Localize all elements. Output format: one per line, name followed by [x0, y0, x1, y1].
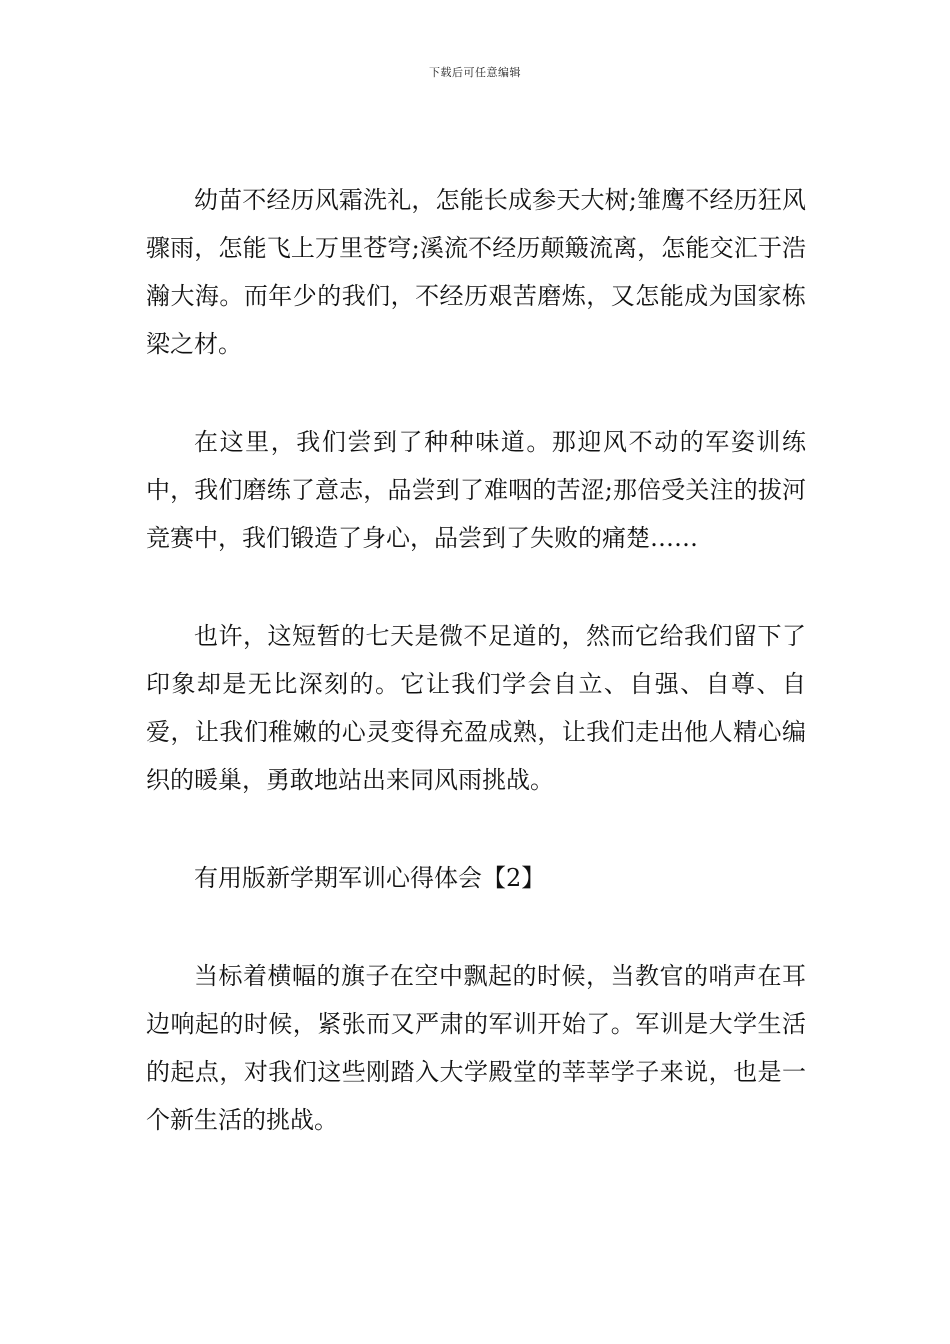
section-title: 有用版新学期军训心得体会【2】 [194, 864, 546, 892]
paragraph-1: 幼苗不经历风霜洗礼，怎能长成参天大树;雏鹰不经历狂风骤雨，怎能飞上万里苍穹;溪流不经历颠簸流离，怎能交汇于浩瀚大海。而年少的我们，不经历艰苦磨炼，又怎能成为国家栋梁之材。 [146, 186, 806, 358]
paragraph-4: 当标着横幅的旗子在空中飘起的时候，当教官的哨声在耳边响起的时候，紧张而又严肃的军训开始了。军训是大学生活的起点，对我们这些刚踏入大学殿堂的莘莘学子来说，也是一个新生活的挑战。 [146, 962, 806, 1134]
page-header-note: 下载后可任意编辑 [429, 66, 521, 79]
paragraph-2: 在这里，我们尝到了种种味道。那迎风不动的军姿训练中，我们磨练了意志，品尝到了难咽的苦涩;那倍受关注的拔河竞赛中，我们锻造了身心，品尝到了失败的痛楚…… [146, 428, 806, 552]
paragraph-3: 也许，这短暂的七天是微不足道的，然而它给我们留下了印象却是无比深刻的。它让我们学会自立、自强、自尊、自爱，让我们稚嫩的心灵变得充盈成熟，让我们走出他人精心编织的暖巢，勇敢地站出来同风雨挑战。 [146, 622, 806, 794]
document-body [146, 176, 806, 1194]
